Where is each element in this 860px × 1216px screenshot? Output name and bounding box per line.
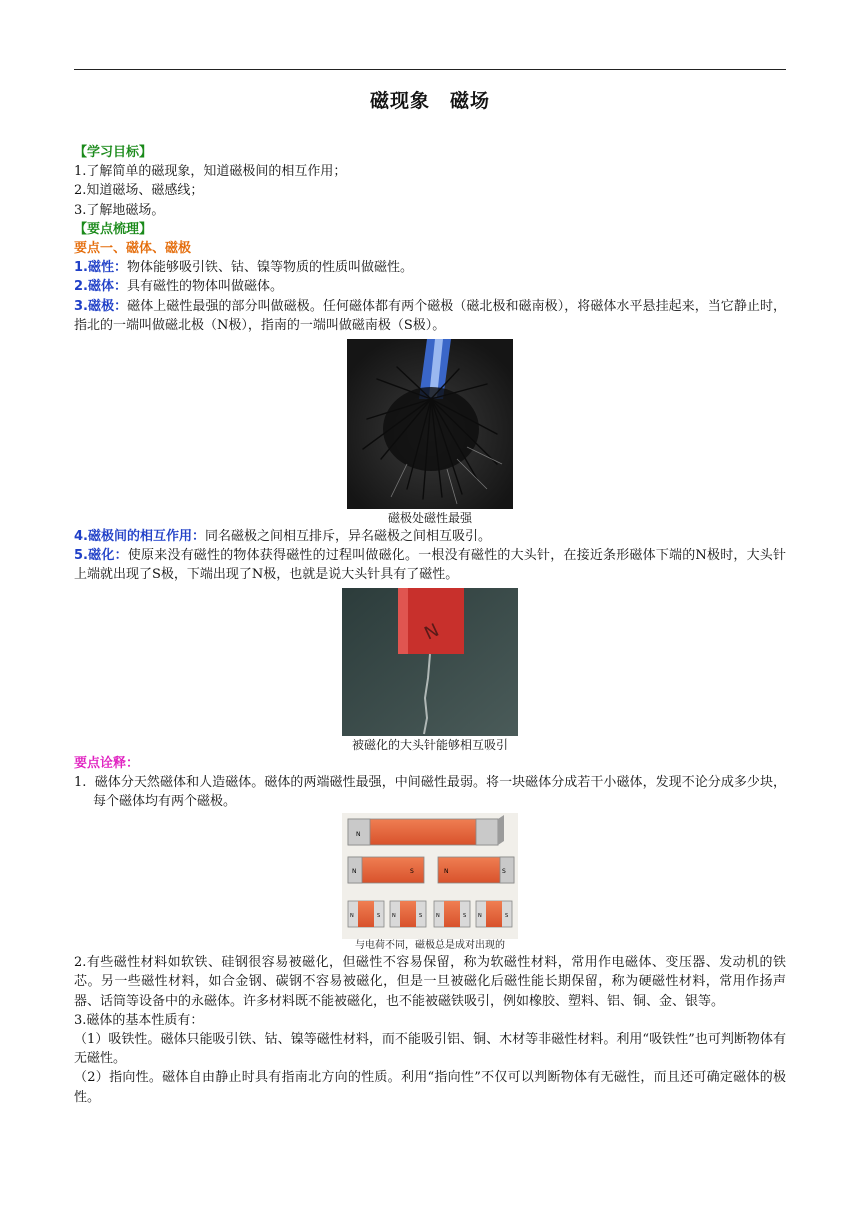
magnetized-pins-photo (342, 588, 518, 736)
paragraph-pole-interaction (74, 527, 786, 546)
pole-label-n-5: N (392, 913, 396, 920)
iron-filings-photo (347, 339, 513, 509)
pole-label-s-6: S (463, 913, 467, 920)
pole-label-n: N (356, 831, 361, 839)
pole-label-s-2: S (410, 868, 414, 876)
key-points-heading: 【要点梳理】 (74, 221, 153, 237)
section-heading-magnet: 要点一、磁体、磁极 (74, 241, 192, 257)
note-item-3: 3.磁体的基本性质有： (74, 1012, 204, 1028)
note-item-2: 2.有些磁性材料如软铁、硅钢很容易被磁化，但磁性不容易保留，称为软磁性材料，常用作电磁体、变压器、发动机的铁芯。另一些磁性材料，如合金钢、碳钢不容易被磁化，但是一旦被磁化后磁性能长期保留，称为硬磁性材料，常用作扬声器、话筒等设备中的永磁体。许多材料既不能被磁化，也不能被磁铁吸引，例如橡胶、塑料、铝、铜、金、银等。 (74, 955, 786, 1009)
note-item-3b: （2）指向性。磁体自由静止时具有指南北方向的性质。利用“指向性”不仅可以判断物体有无磁性，而且还可确定磁体的极性。 (74, 1070, 786, 1105)
note-item-3a: （1）吸铁性。磁体只能吸引铁、钴、镍等磁性材料，而不能吸引铝、铜、木材等非磁性材料。利用“吸铁性”也可判断物体有无磁性。 (74, 1032, 786, 1067)
objective-item-1: 1.了解简单的磁现象，知道磁极间的相互作用； (74, 164, 347, 180)
term-magnet: 2.磁体： (74, 279, 127, 295)
objective-item-2: 2.知道磁场、磁感线； (74, 183, 204, 199)
notes-heading: 要点诠释： (74, 755, 140, 771)
page-title: 磁现象 磁场 (369, 90, 490, 112)
pole-label-s-5: S (419, 913, 423, 920)
pole-label-s-3: S (502, 868, 506, 876)
pole-label-s-4: S (377, 913, 381, 920)
paragraph-pole (74, 297, 786, 335)
note-text-1: 磁体分天然磁体和人造磁体。磁体的两端磁性最强，中间磁性最弱。将一块磁体分成若干小磁体，发现不论分成多少块，每个磁体均有两个磁极。 (93, 774, 786, 810)
term-pole: 3.磁极： (74, 298, 128, 314)
term-magnetization: 5.磁化： (74, 548, 128, 564)
split-magnets-diagram (342, 813, 518, 939)
pole-label-n-2: N (352, 868, 357, 876)
pole-label-n-4: N (350, 913, 354, 920)
magnet-pole-letter: N (421, 619, 443, 645)
paragraph-magnetization (74, 546, 786, 584)
objective-item-3: 3.了解地磁场。 (74, 202, 165, 218)
pole-label-n-7: N (478, 913, 482, 920)
definition-magnetism: 物体能够吸引铁、钴、镍等物质的性质叫做磁性。 (126, 260, 413, 276)
objectives-heading: 【学习目标】 (74, 145, 153, 160)
figure-caption-2: 被磁化的大头针能够相互吸引 (351, 737, 508, 752)
definition-magnetization: 使原来没有磁性的物体获得磁性的过程叫做磁化。一根没有磁性的大头针，在接近条形磁体下端的N极时，大头针上端就出现了S极，下端出现了N极，也就是说大头针具有了磁性。 (74, 548, 786, 583)
paragraph-magnet (74, 277, 786, 296)
figure-caption-3: 与电荷不同，磁极总是成对出现的 (355, 940, 505, 952)
paragraph-magnetism (74, 258, 786, 277)
term-pole-interaction: 4.磁极间的相互作用： (74, 529, 205, 545)
definition-magnet: 具有磁性的物体叫做磁体。 (126, 279, 283, 295)
pole-label-s-7: S (505, 913, 509, 920)
header-rule (74, 69, 786, 70)
document-body (74, 143, 786, 1107)
definition-pole-interaction: 同名磁极之间相互排斥，异名磁极之间相互吸引。 (204, 529, 491, 545)
term-magnetism: 1.磁性： (74, 260, 127, 276)
note-item-1 (74, 773, 786, 811)
note-number-1: 1. (74, 774, 87, 790)
definition-pole: 磁体上磁性最强的部分叫做磁极。任何磁体都有两个磁极（磁北极和磁南极），将磁体水平悬挂起来，当它静止时，指北的一端叫做磁北极（N极），指南的一端叫做磁南极（S极）。 (74, 298, 786, 333)
figure-caption-1: 磁极处磁性最强 (387, 511, 472, 526)
pole-label-n-3: N (444, 868, 449, 876)
pole-label-n-6: N (436, 913, 440, 920)
